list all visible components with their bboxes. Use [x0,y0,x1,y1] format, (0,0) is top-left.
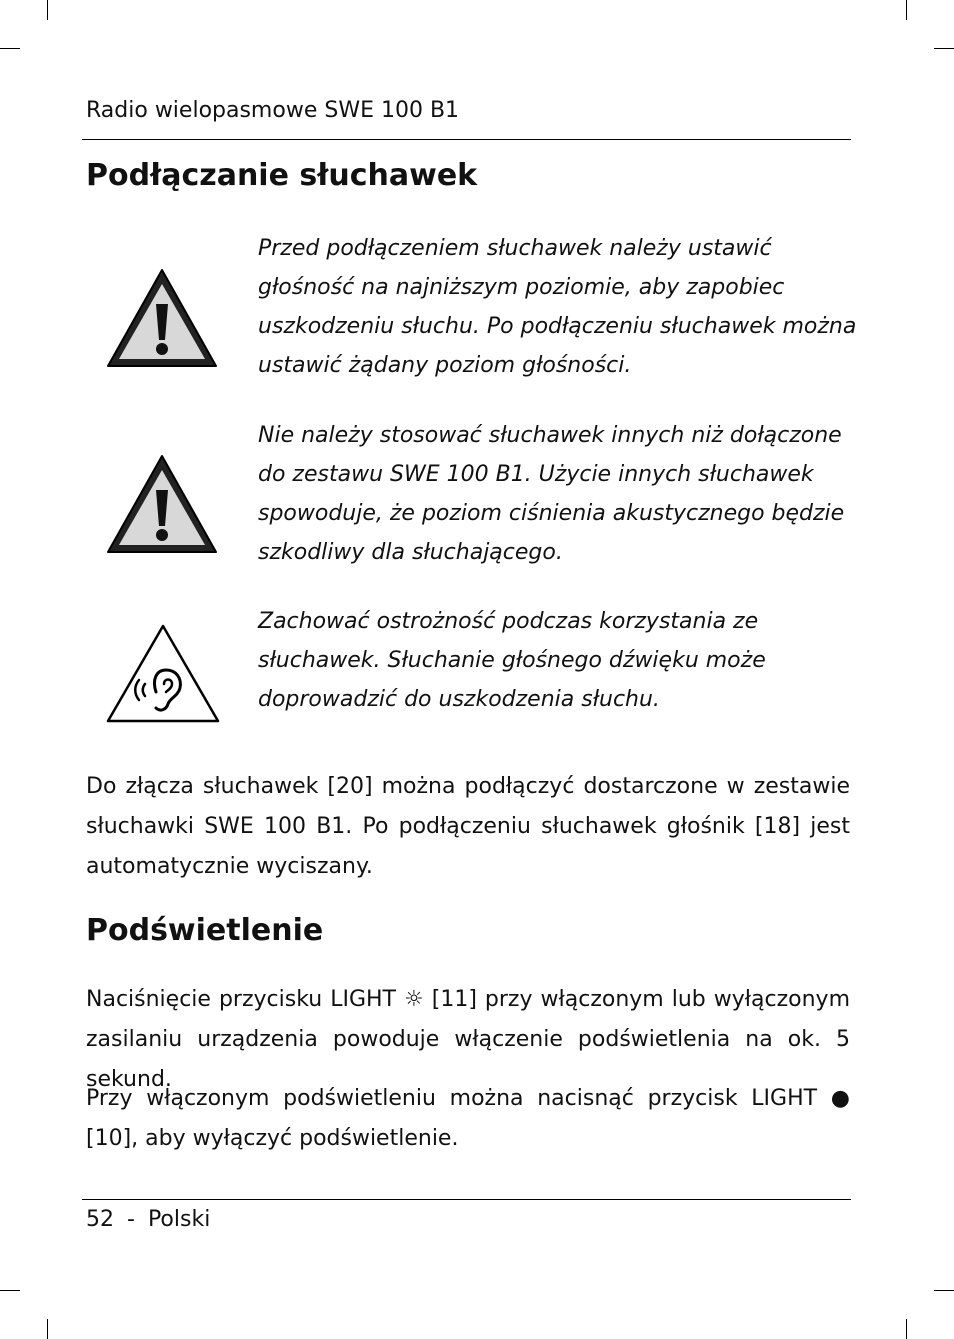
header-rule [82,139,851,140]
crop-mark [0,1290,20,1291]
page-footer [86,1207,210,1232]
warning-text: Zachować ostrożność podczas korzystania ze słuchawek. Słuchanie głośnego dźwięku może doprowadzić do uszkodzenia słuchu. [258,609,766,712]
light-sun-icon: ☼ [404,987,424,1012]
crop-mark [0,48,20,49]
crop-mark [934,48,954,49]
warning-triangle-icon [104,452,220,556]
hearing-damage-icon [104,622,222,724]
text: [11] przy włączonym lub wyłączonym zasilaniu urządzenia powoduje włączenie podświetlenia na ok. 5 sekund. [86,987,850,1092]
crop-mark [906,0,907,20]
page-number: 52 [86,1207,114,1232]
paragraph-backlight-off [86,1079,850,1159]
warning-text: Nie należy stosować słuchawek innych niż dołączone do zestawu SWE 100 B1. Użycie innych słuchawek spowoduje, że poziom ciśnienia akustycznego będzie szkodliwy dla słuchającego. [258,423,845,565]
footer-rule [82,1199,851,1200]
text: Przy włączonym podświetleniu można nacisnąć przycisk LIGHT [86,1086,818,1111]
crop-mark [934,1290,954,1291]
paragraph-headphones: Do złącza słuchawek [20] można podłączyć dostarczone w zestawie słuchawki SWE 100 B1. Po podłączeniu słuchawek głośnik [18] jest automatycznie wyciszany. [86,774,850,879]
crop-mark [906,1319,907,1339]
running-header: Radio wielopasmowe SWE 100 B1 [86,98,460,123]
crop-mark [47,1319,48,1339]
footer-separator: - [127,1207,135,1232]
warning-triangle-icon [104,266,220,370]
text: Naciśnięcie przycisku LIGHT [86,987,396,1012]
warning-text: Przed podłączeniem słuchawek należy ustawić głośność na najniższym poziomie, aby zapobiec uszkodzeniu słuchu. Po podłączeniu słuchawek można ustawić żądany poziom głośności. [258,236,857,378]
crop-mark [47,0,48,20]
footer-language: Polski [147,1207,211,1232]
section-heading-headphones: Podłączanie słuchawek [86,158,478,193]
section-heading-backlight: Podświetlenie [86,913,324,948]
light-dot-icon: ● [830,1086,850,1111]
text: [10], aby wyłączyć podświetlenie. [86,1126,459,1151]
